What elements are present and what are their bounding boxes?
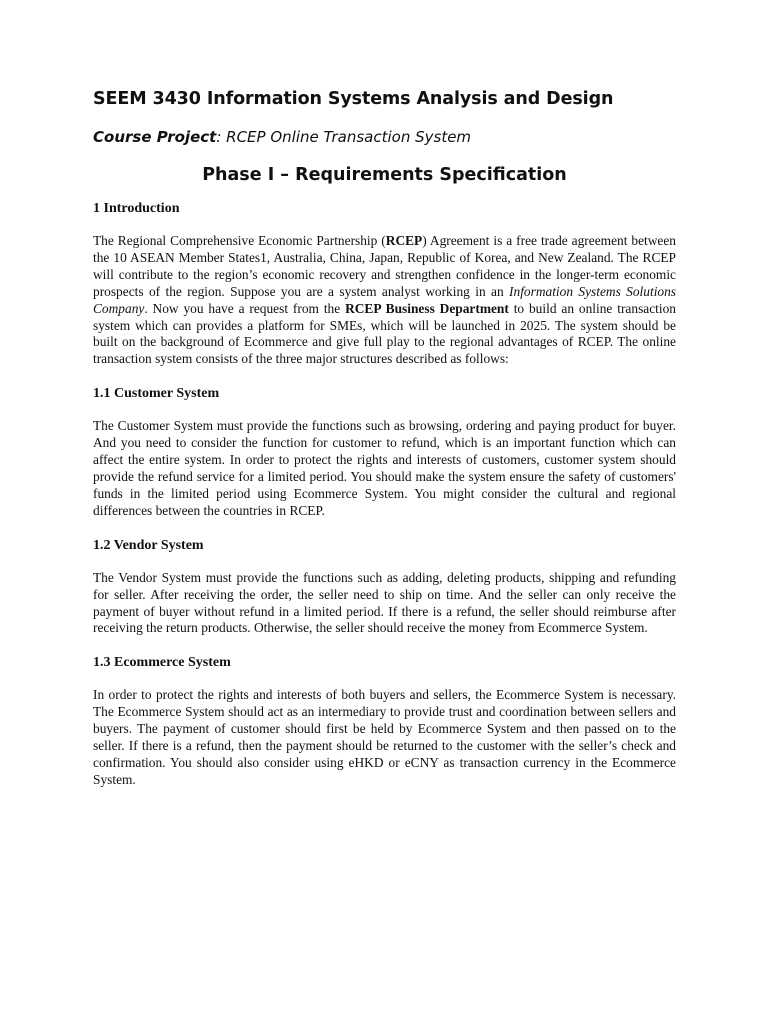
section-heading-vendor-system: 1.2 Vendor System (93, 537, 204, 553)
intro-text-4: to build an online transaction system which can provides a platform for SMEs, which will be launched in 2025. The system should be built on the background of Ecommerce and give full play to the regional advantages of RCEP. The online transaction system consists of the three major structures described as follows: (93, 300, 676, 367)
vendor-system-paragraph: The Vendor System must provide the functions such as adding, deleting products, shipping and refunding for seller. After receiving the order, the seller need to ship on time. And the seller can only receive the payment of buyer without refund in a limited period. If there is a refund, the seller should reimburse after receiving the return products. Otherwise, the seller should receive the money from Ecommerce System. (93, 569, 676, 636)
intro-text-2: ) Agreement is a free trade agreement between the 10 ASEAN Member States1, Australia, China, Japan, Republic of Korea, and New Zealand. The RCEP will contribute to the region’s economic recovery and strengthen confidence in the longer-term economic prospects of the region. Suppose you are a system analyst working in an (93, 233, 677, 299)
intro-text-1: The Regional Comprehensive Economic Partnership ( (93, 233, 386, 248)
intro-department-bold: RCEP Business Department (345, 300, 509, 316)
section-heading-customer-system: 1.1 Customer System (93, 386, 220, 402)
customer-system-paragraph: The Customer System must provide the functions such as browsing, ordering and paying product for buyer. And you need to consider the function for customer to refund, which is an important function which can affect the entire system. In order to protect the rights and interests of customers, customer system should provide the refund service for a limited period. You should make the system ensure the safety of customers' funds in the limited period using Ecommerce System. You might consider the cultural and regional differences between the countries in RCEP. (93, 418, 676, 518)
intro-text-3: . Now you have a request from the (144, 300, 346, 316)
intro-company-italic: Information Systems Solutions Company (93, 283, 677, 316)
section-heading-ecommerce-system: 1.3 Ecommerce System (93, 655, 231, 671)
project-label: Course Project (93, 128, 217, 146)
project-name: : RCEP Online Transaction System (216, 128, 472, 146)
introduction-paragraph (93, 233, 676, 368)
course-title: SEEM 3430 Information Systems Analysis and Design (93, 89, 614, 109)
phase-title: Phase I – Requirements Specification (202, 165, 567, 185)
project-line (93, 127, 676, 147)
ecommerce-system-paragraph: In order to protect the rights and interests of both buyers and sellers, the Ecommerce System is necessary. The Ecommerce System should act as an intermediary to provide trust and coordination between sellers and buyers. The payment of customer should first be held by Ecommerce System and then passed on to the seller. If there is a refund, then the payment should be returned to the customer with the seller’s check and confirmation. You should also consider using eHKD or eCNY as transaction currency in the Ecommerce System. (93, 687, 676, 787)
section-heading-introduction: 1 Introduction (93, 201, 180, 216)
intro-rcep-bold: RCEP (385, 233, 423, 248)
